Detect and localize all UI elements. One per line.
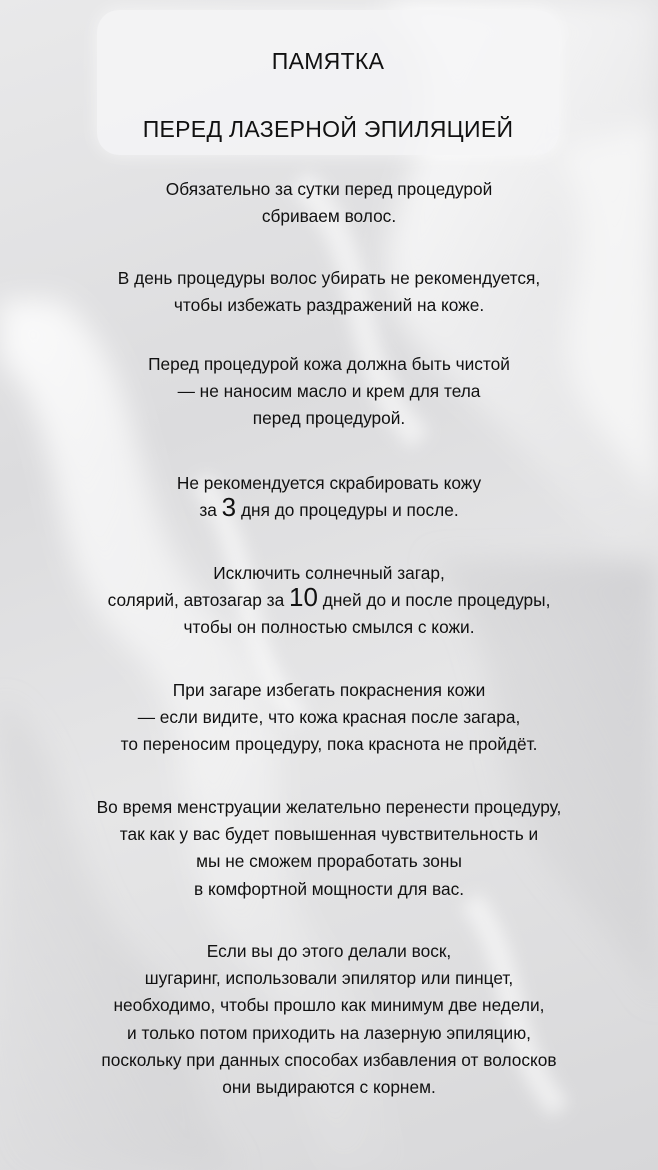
paragraph-line: сбриваем волос.	[261, 206, 397, 227]
paragraph-redness	[0, 677, 658, 759]
paragraph-line: Исключить солнечный загар,	[213, 563, 445, 583]
paragraph-scrub	[0, 470, 658, 524]
paragraph-no-hair-removal	[0, 265, 658, 319]
title-line-1: ПАМЯТКА	[271, 48, 385, 74]
paragraph-line: то переносим процедуру, пока краснота не пройдёт.	[120, 734, 538, 755]
title-card	[97, 10, 559, 155]
paragraph-line: Обязательно за сутки перед процедурой	[165, 179, 493, 199]
paragraph-line: чтобы он полностью смылся с кожи.	[183, 617, 475, 638]
paragraph-line	[0, 582, 658, 614]
days-number: 10	[289, 582, 318, 613]
paragraph-line: и только потом приходить на лазерную эпиляцию,	[127, 1022, 531, 1043]
paragraph-line: поскольку при данных способах избавления от волосков	[101, 1049, 557, 1070]
line-text: дня до процедуры и после.	[236, 500, 459, 521]
days-number: 3	[221, 492, 237, 523]
paragraph-line: они выдираются с корнем.	[222, 1077, 436, 1098]
paragraph-line: шугаринг, использовали эпилятор или пинцет,	[144, 968, 514, 989]
paragraph-line: Перед процедурой кожа должна быть чистой	[148, 354, 510, 374]
line-text: дней до и после процедуры,	[317, 590, 551, 611]
paragraph-line: необходимо, чтобы прошло как минимум две недели,	[113, 995, 545, 1016]
paragraph-line: мы не сможем проработать зоны	[196, 851, 462, 872]
paragraph-line: в комфортной мощности для вас.	[193, 878, 465, 899]
title-line-2: ПЕРЕД ЛАЗЕРНОЙ ЭПИЛЯЦИЕЙ	[142, 116, 514, 142]
paragraph-line: так как у вас будет повышенная чувствительность и	[119, 824, 539, 845]
line-text: за	[199, 500, 222, 521]
paragraph-line: — если видите, что кожа красная после загара,	[137, 707, 521, 728]
paragraph-line: Если вы до этого делали воск,	[206, 941, 452, 961]
paragraph-line: Во время менструации желательно перенести процедуру,	[96, 797, 562, 817]
paragraph-line: Не рекомендуется скрабировать кожу	[176, 473, 482, 493]
paragraph-line	[0, 492, 658, 524]
paragraph-line: перед процедурой.	[252, 408, 406, 429]
paragraph-shaving	[0, 176, 658, 230]
paragraph-line: При загаре избегать покраснения кожи	[172, 680, 486, 700]
paragraph-line: чтобы избежать раздражений на коже.	[173, 295, 485, 316]
paragraph-line: — не наносим масло и крем для тела	[177, 381, 481, 402]
paragraph-clean-skin	[0, 351, 658, 433]
paragraph-tan	[0, 560, 658, 642]
paragraph-wax	[0, 938, 658, 1101]
line-text: солярий, автозагар за	[107, 590, 290, 611]
paragraph-line: В день процедуры волос убирать не рекомендуется,	[117, 268, 541, 288]
paragraph-menstruation	[0, 794, 658, 903]
